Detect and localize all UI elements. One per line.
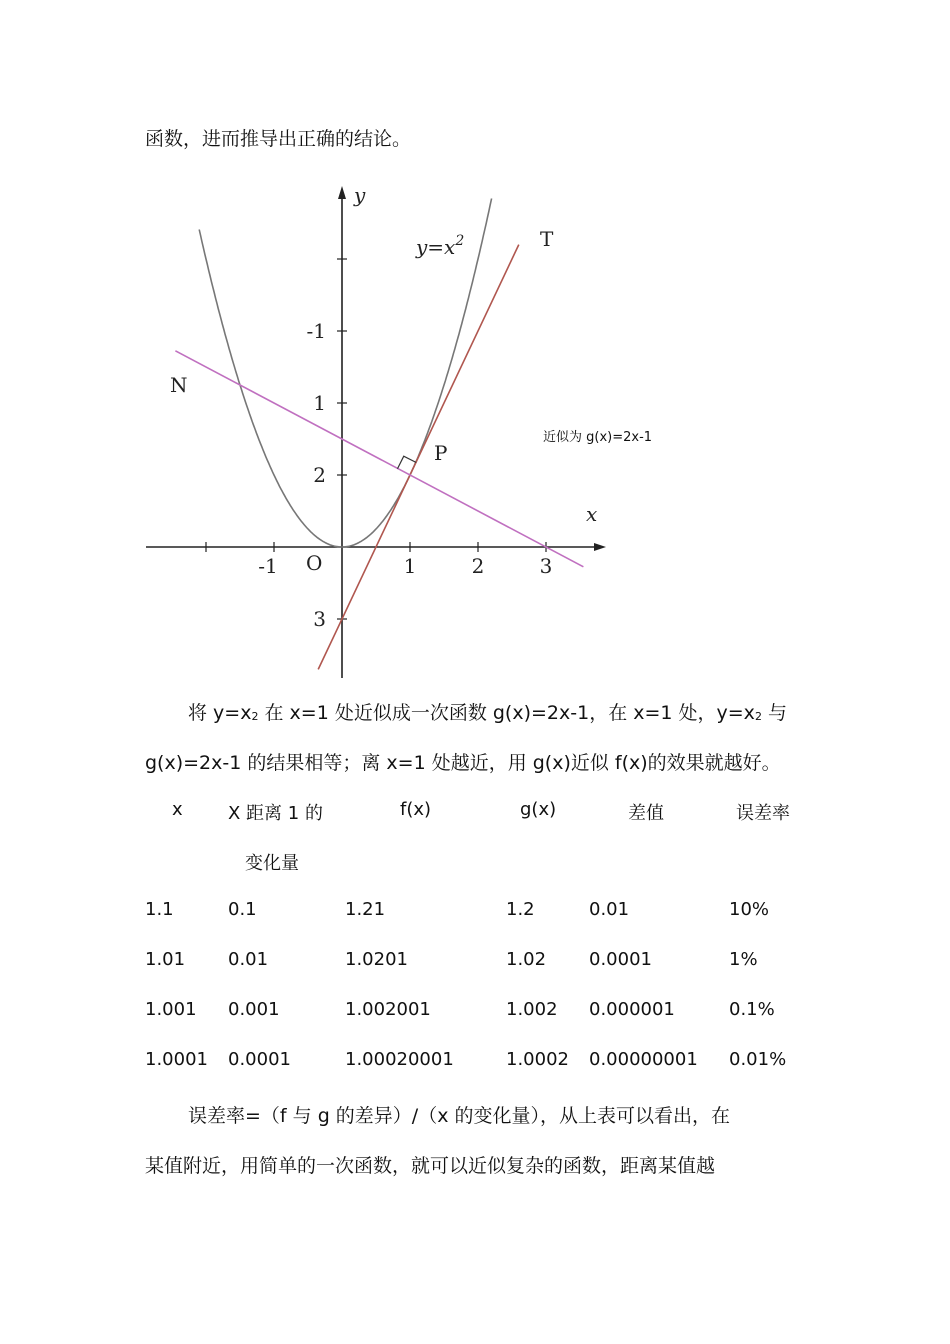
x-axis-label: x: [586, 502, 598, 526]
x-tick-label: 1: [403, 554, 417, 578]
origin-label: O: [306, 551, 323, 575]
table-header-distance-cont: 变化量: [245, 853, 299, 874]
table-cell-r3-c3: 1.002001: [345, 999, 431, 1020]
y-axis-label: y: [354, 183, 366, 207]
table-cell-r1-c5: 0.01: [589, 899, 630, 920]
p1-seg-3: 与: [761, 702, 787, 724]
table-header-x: x: [172, 799, 183, 820]
x-axis-arrow: [594, 543, 606, 551]
p1-seg-1: 将 y=x: [188, 702, 252, 724]
table-cell-r1-c3: 1.21: [345, 899, 386, 920]
table-cell-r4-c1: 1.0001: [145, 1049, 208, 1070]
table-cell-r3-c6: 0.1%: [729, 999, 775, 1020]
table-cell-r2-c5: 0.0001: [589, 949, 652, 970]
table-cell-r1-c4: 1.2: [506, 899, 535, 920]
approximation-note: 近似为 g(x)=2x-1: [543, 430, 653, 445]
table-cell-r1-c2: 0.1: [228, 899, 257, 920]
parabola-label: $y=x^2$: [416, 233, 465, 259]
curves: [175, 199, 583, 670]
paragraph-1-line-1: [188, 698, 787, 725]
paragraph-2-line-1: 误差率=（f 与 g 的差异）/（x 的变化量），从上表可以看出，在: [188, 1105, 730, 1127]
x-tick-label: 2: [471, 554, 485, 578]
normal-label: N: [170, 373, 188, 397]
table-cell-r2-c1: 1.01: [145, 949, 186, 970]
table-cell-r2-c6: 1%: [729, 949, 758, 970]
graph-labels: [170, 183, 597, 631]
y-tick-label: 3: [313, 607, 326, 631]
table-cell-r3-c1: 1.001: [145, 999, 197, 1020]
table-cell-r4-c2: 0.0001: [228, 1049, 291, 1070]
table-header-gx: g(x): [520, 799, 557, 820]
y-tick-label: 1: [313, 391, 326, 415]
p1-seg-2: 在 x=1 处近似成一次函数 g(x)=2x-1，在 x=1 处，y=x: [258, 702, 755, 724]
table-header-distance: X 距离 1 的: [228, 803, 323, 824]
table-cell-r2-c4: 1.02: [506, 949, 547, 970]
table-cell-r4-c3: 1.00020001: [345, 1049, 454, 1070]
y-tick-label: -1: [306, 319, 326, 343]
parabola-label-exponent: 2: [455, 233, 465, 249]
normal-line: [175, 351, 583, 567]
table-cell-r3-c2: 0.001: [228, 999, 280, 1020]
point-p-label: P: [434, 441, 448, 465]
tangent-line: [318, 245, 519, 670]
table-cell-r2-c3: 1.0201: [345, 949, 408, 970]
intro-text: 函数，进而推导出正确的结论。: [145, 128, 412, 150]
table-cell-r4-c4: 1.0002: [506, 1049, 569, 1070]
table-cell-r3-c5: 0.000001: [589, 999, 675, 1020]
table-cell-r1-c1: 1.1: [145, 899, 174, 920]
axes: [146, 186, 606, 678]
table-cell-r4-c5: 0.00000001: [589, 1049, 698, 1070]
paragraph-1-line-2: g(x)=2x-1 的结果相等；离 x=1 处越近，用 g(x)近似 f(x)的效果就越好。: [145, 752, 781, 774]
x-tick-label: -1: [258, 554, 278, 578]
x-tick-label: 3: [539, 554, 553, 578]
y-axis-arrow: [338, 186, 346, 199]
p1-exp-1: 2: [251, 710, 259, 723]
table-header-diff: 差值: [628, 803, 664, 824]
y-tick-label: 2: [313, 463, 326, 487]
table-cell-r2-c2: 0.01: [228, 949, 269, 970]
table-cell-r3-c4: 1.002: [506, 999, 558, 1020]
table-header-error-rate: 误差率: [736, 803, 790, 824]
p1-exp-2: 2: [754, 710, 762, 723]
table-cell-r1-c6: 10%: [729, 899, 770, 920]
table-header-fx: f(x): [400, 799, 432, 820]
tangent-label: T: [540, 227, 554, 251]
paragraph-2-line-2: 某值附近，用简单的一次函数，就可以近似复杂的函数，距离某值越: [145, 1155, 716, 1177]
table-cell-r4-c6: 0.01%: [729, 1049, 787, 1070]
